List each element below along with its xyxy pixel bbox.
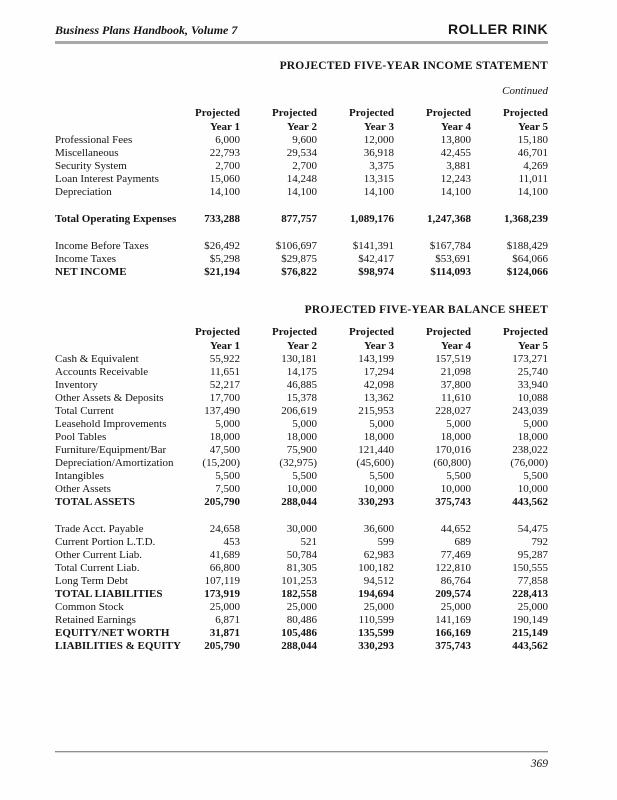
cell-year-2: 521: [300, 536, 317, 548]
column-header-projected: Projected: [503, 107, 548, 119]
cell-year-3: 5,000: [369, 418, 394, 430]
cell-year-5: 15,180: [517, 134, 548, 146]
cell-year-2: 2,700: [292, 160, 317, 172]
table-row: [55, 496, 548, 509]
row-label: Total Current Liab.: [55, 562, 140, 574]
cell-year-1: 7,500: [215, 483, 240, 495]
cell-year-3: $98,974: [358, 266, 394, 278]
cell-year-1: (15,200): [202, 457, 240, 469]
column-header-projected: Projected: [503, 326, 548, 338]
cell-year-3: 12,000: [363, 134, 394, 146]
column-header-year: Year 4: [440, 340, 471, 352]
cell-year-1: 24,658: [209, 523, 240, 535]
column-header: [317, 106, 394, 134]
cell-year-2: 46,885: [286, 379, 317, 391]
cell-year-4: $53,691: [435, 253, 471, 265]
balance-sheet-title: PROJECTED FIVE-YEAR BALANCE SHEET: [304, 304, 548, 316]
cell-year-5: 173,271: [512, 353, 548, 365]
cell-year-5: 11,011: [518, 173, 548, 185]
row-label: Other Assets & Deposits: [55, 392, 164, 404]
row-label: Total Current: [55, 405, 114, 417]
cell-year-3: $42,417: [358, 253, 394, 265]
cell-year-2: 14,100: [286, 186, 317, 198]
cell-year-1: 66,800: [209, 562, 240, 574]
cell-year-5: 46,701: [517, 147, 548, 159]
cell-year-4: 3,881: [446, 160, 471, 172]
cell-year-2: $76,822: [281, 266, 317, 278]
empty-header-cell: [55, 325, 185, 353]
cell-year-4: 77,469: [440, 549, 471, 561]
cell-year-1: $26,492: [204, 240, 240, 252]
cell-year-4: 10,000: [440, 483, 471, 495]
cell-year-4: 375,743: [435, 496, 471, 508]
cell-year-1: 15,060: [209, 173, 240, 185]
cell-year-3: 36,600: [363, 523, 394, 535]
page-footer: [55, 751, 548, 770]
cell-year-2: 288,044: [281, 496, 317, 508]
row-label: Accounts Receivable: [55, 366, 149, 378]
cell-year-5: 443,562: [512, 640, 548, 652]
cell-year-4: 13,800: [440, 134, 471, 146]
cell-year-2: 10,000: [286, 483, 317, 495]
cell-year-5: 5,000: [523, 418, 548, 430]
cell-year-2: 14,248: [286, 173, 317, 185]
cell-year-3: 110,599: [358, 614, 394, 626]
row-label: Retained Earnings: [55, 614, 136, 626]
cell-year-3: 14,100: [363, 186, 394, 198]
row-label: Depreciation/Amortization: [55, 457, 174, 469]
table-row: [55, 226, 548, 253]
page-header: [55, 0, 548, 38]
cell-year-4: 170,016: [435, 444, 471, 456]
cell-year-2: $106,697: [275, 240, 317, 252]
cell-year-2: (32,975): [279, 457, 317, 469]
table-row: [55, 160, 548, 173]
cell-year-5: 33,940: [517, 379, 548, 391]
row-label: Miscellaneous: [55, 147, 119, 159]
cell-year-4: 375,743: [435, 640, 471, 652]
cell-year-2: 80,486: [286, 614, 317, 626]
income-statement-title: PROJECTED FIVE-YEAR INCOME STATEMENT: [279, 60, 548, 72]
cell-year-1: $5,298: [209, 253, 240, 265]
cell-year-4: 157,519: [435, 353, 471, 365]
cell-year-2: 5,500: [292, 470, 317, 482]
row-label: Furniture/Equipment/Bar: [55, 444, 167, 456]
cell-year-3: 194,694: [358, 588, 394, 600]
table-row: [55, 353, 548, 366]
cell-year-1: 2,700: [215, 160, 240, 172]
book-title: Business Plans Handbook, Volume 7: [55, 23, 238, 37]
cell-year-2: 9,600: [292, 134, 317, 146]
row-label: Loan Interest Payments: [55, 173, 159, 185]
cell-year-4: 228,027: [435, 405, 471, 417]
row-label: Professional Fees: [55, 134, 133, 146]
column-header: [394, 325, 471, 353]
cell-year-1: 205,790: [204, 640, 240, 652]
row-label: LIABILITIES & EQUITY: [55, 640, 181, 652]
cell-year-3: 215,953: [358, 405, 394, 417]
cell-year-1: 733,288: [204, 213, 240, 225]
page-number: 369: [530, 758, 548, 770]
column-header: [394, 106, 471, 134]
table-row: [55, 199, 548, 226]
cell-year-1: 31,871: [209, 627, 240, 639]
cell-year-3: 10,000: [363, 483, 394, 495]
table-row: [55, 483, 548, 496]
cell-year-3: 3,375: [369, 160, 394, 172]
cell-year-1: 55,922: [209, 353, 240, 365]
cell-year-2: 81,305: [286, 562, 317, 574]
continued-label: Continued: [502, 85, 548, 97]
cell-year-5: 5,500: [523, 470, 548, 482]
cell-year-4: 209,574: [435, 588, 471, 600]
cell-year-4: 42,455: [440, 147, 471, 159]
cell-year-5: 190,149: [512, 614, 548, 626]
cell-year-1: 18,000: [209, 431, 240, 443]
row-label: NET INCOME: [55, 266, 127, 278]
cell-year-5: $124,066: [506, 266, 548, 278]
cell-year-4: 11,610: [441, 392, 471, 404]
cell-year-2: 14,175: [286, 366, 317, 378]
table-row: [55, 588, 548, 601]
row-label: Inventory: [55, 379, 98, 391]
cell-year-2: 182,558: [281, 588, 317, 600]
row-label: Security System: [55, 160, 127, 172]
cell-year-3: 62,983: [363, 549, 394, 561]
cell-year-2: 5,000: [292, 418, 317, 430]
cell-year-3: 135,599: [358, 627, 394, 639]
cell-year-1: 173,919: [204, 588, 240, 600]
cell-year-5: 228,413: [512, 588, 548, 600]
cell-year-1: 52,217: [209, 379, 240, 391]
cell-year-2: 206,619: [281, 405, 317, 417]
column-header-projected: Projected: [272, 326, 317, 338]
cell-year-5: $64,066: [512, 253, 548, 265]
table-row: [55, 173, 548, 186]
cell-year-1: 22,793: [209, 147, 240, 159]
cell-year-1: 41,689: [209, 549, 240, 561]
cell-year-2: 30,000: [286, 523, 317, 535]
cell-year-1: 11,651: [210, 366, 240, 378]
table-row: [55, 640, 548, 653]
cell-year-1: 6,871: [215, 614, 240, 626]
cell-year-4: $114,093: [430, 266, 471, 278]
page-content: [55, 0, 548, 653]
cell-year-1: $21,194: [204, 266, 240, 278]
cell-year-4: 122,810: [435, 562, 471, 574]
cell-year-3: 36,918: [363, 147, 394, 159]
row-label: Trade Acct. Payable: [55, 523, 144, 535]
cell-year-3: (45,600): [356, 457, 394, 469]
cell-year-3: 13,362: [363, 392, 394, 404]
cell-year-4: 21,098: [440, 366, 471, 378]
column-header-projected: Projected: [426, 326, 471, 338]
cell-year-4: 44,652: [440, 523, 471, 535]
company-name: ROLLER RINK: [447, 21, 548, 37]
cell-year-2: 29,534: [286, 147, 317, 159]
cell-year-4: (60,800): [433, 457, 471, 469]
table-row: [55, 509, 548, 536]
cell-year-5: 77,858: [517, 575, 548, 587]
column-header-year: Year 2: [286, 340, 317, 352]
row-label: Other Assets: [55, 483, 111, 495]
cell-year-3: 121,440: [358, 444, 394, 456]
cell-year-1: 453: [223, 536, 240, 548]
column-header-year: Year 1: [209, 121, 240, 133]
table-row: [55, 253, 548, 266]
cell-year-4: 37,800: [440, 379, 471, 391]
row-label: Pool Tables: [55, 431, 107, 443]
cell-year-5: 95,287: [517, 549, 548, 561]
table-row: [55, 614, 548, 627]
empty-header-cell: [55, 106, 185, 134]
cell-year-4: $167,784: [429, 240, 471, 252]
cell-year-5: 14,100: [517, 186, 548, 198]
cell-year-1: 5,500: [215, 470, 240, 482]
cell-year-5: 54,475: [517, 523, 548, 535]
column-header-year: Year 5: [517, 121, 548, 133]
cell-year-5: 25,740: [517, 366, 548, 378]
cell-year-4: 25,000: [440, 601, 471, 613]
table-row: [55, 266, 548, 279]
table-row: [55, 147, 548, 160]
cell-year-4: 141,169: [435, 614, 471, 626]
cell-year-2: 15,378: [286, 392, 317, 404]
cell-year-4: 166,169: [435, 627, 471, 639]
cell-year-4: 689: [454, 536, 471, 548]
column-header: [471, 325, 548, 353]
cell-year-3: 18,000: [363, 431, 394, 443]
column-header-projected: Projected: [195, 107, 240, 119]
cell-year-2: 75,900: [286, 444, 317, 456]
row-label: Common Stock: [55, 601, 124, 613]
table-row: [55, 562, 548, 575]
cell-year-4: 5,500: [446, 470, 471, 482]
row-label: Income Before Taxes: [55, 240, 149, 252]
table-row: [55, 457, 548, 470]
column-header-year: Year 3: [363, 121, 394, 133]
header-rule: [55, 41, 548, 44]
column-header: [471, 106, 548, 134]
cell-year-2: 130,181: [281, 353, 317, 365]
column-header: [240, 106, 317, 134]
row-label: Other Current Liab.: [55, 549, 143, 561]
cell-year-3: 17,294: [363, 366, 394, 378]
column-header: [185, 325, 240, 353]
cell-year-5: 150,555: [512, 562, 548, 574]
table-row: [55, 575, 548, 588]
cell-year-3: 1,089,176: [350, 213, 394, 225]
row-label: Income Taxes: [55, 253, 117, 265]
row-label: Intangibles: [55, 470, 104, 482]
row-label: Long Term Debt: [55, 575, 128, 587]
cell-year-2: 25,000: [286, 601, 317, 613]
cell-year-1: 205,790: [204, 496, 240, 508]
cell-year-2: 50,784: [286, 549, 317, 561]
cell-year-4: 5,000: [446, 418, 471, 430]
table-row: [55, 431, 548, 444]
cell-year-4: 12,243: [440, 173, 471, 185]
cell-year-5: 443,562: [512, 496, 548, 508]
cell-year-2: $29,875: [281, 253, 317, 265]
cell-year-3: 13,315: [363, 173, 394, 185]
row-label: Depreciation: [55, 186, 112, 198]
cell-year-2: 288,044: [281, 640, 317, 652]
table-row: [55, 601, 548, 614]
column-header: [317, 325, 394, 353]
cell-year-5: 25,000: [517, 601, 548, 613]
cell-year-5: 1,368,239: [504, 213, 548, 225]
footer-rule: [55, 751, 548, 753]
table-row: [55, 418, 548, 431]
cell-year-5: 10,088: [517, 392, 548, 404]
table-row: [55, 186, 548, 199]
row-label: TOTAL LIABILITIES: [55, 588, 163, 600]
cell-year-3: 5,500: [369, 470, 394, 482]
table-row: [55, 405, 548, 418]
cell-year-3: 143,199: [358, 353, 394, 365]
cell-year-5: 238,022: [512, 444, 548, 456]
cell-year-1: 47,500: [209, 444, 240, 456]
column-header-projected: Projected: [349, 326, 394, 338]
table-row: [55, 549, 548, 562]
column-header-year: Year 1: [209, 340, 240, 352]
column-header-projected: Projected: [272, 107, 317, 119]
table-row: [55, 379, 548, 392]
cell-year-4: 14,100: [440, 186, 471, 198]
cell-year-1: 14,100: [209, 186, 240, 198]
cell-year-3: 599: [377, 536, 394, 548]
balance-sheet-table: [55, 325, 548, 653]
table-row: [55, 470, 548, 483]
cell-year-4: 18,000: [440, 431, 471, 443]
row-label: Leasehold Improvements: [55, 418, 167, 430]
table-row: [55, 366, 548, 379]
cell-year-1: 17,700: [209, 392, 240, 404]
cell-year-5: 243,039: [512, 405, 548, 417]
column-header-projected: Projected: [195, 326, 240, 338]
cell-year-3: 330,293: [358, 496, 394, 508]
cell-year-1: 25,000: [209, 601, 240, 613]
column-header-projected: Projected: [349, 107, 394, 119]
table-row: [55, 536, 548, 549]
cell-year-5: 792: [531, 536, 548, 548]
cell-year-1: 6,000: [215, 134, 240, 146]
cell-year-5: 18,000: [517, 431, 548, 443]
cell-year-1: 107,119: [204, 575, 240, 587]
cell-year-5: 10,000: [517, 483, 548, 495]
column-header-year: Year 2: [286, 121, 317, 133]
cell-year-2: 101,253: [281, 575, 317, 587]
column-header-year: Year 3: [363, 340, 394, 352]
cell-year-4: 1,247,368: [427, 213, 471, 225]
cell-year-1: 137,490: [204, 405, 240, 417]
cell-year-4: 86,764: [440, 575, 471, 587]
cell-year-3: 25,000: [363, 601, 394, 613]
cell-year-1: 5,000: [215, 418, 240, 430]
cell-year-5: 215,149: [512, 627, 548, 639]
row-label: Cash & Equivalent: [55, 353, 139, 365]
cell-year-2: 877,757: [281, 213, 317, 225]
cell-year-3: $141,391: [352, 240, 394, 252]
cell-year-2: 105,486: [281, 627, 317, 639]
column-header-row: [55, 106, 548, 134]
cell-year-3: 330,293: [358, 640, 394, 652]
table-row: [55, 627, 548, 640]
cell-year-3: 42,098: [363, 379, 394, 391]
cell-year-3: 94,512: [363, 575, 394, 587]
income-statement-table: [55, 106, 548, 279]
row-label: EQUITY/NET WORTH: [55, 627, 170, 639]
column-header-row: [55, 325, 548, 353]
cell-year-5: $188,429: [506, 240, 548, 252]
row-label: Current Portion L.T.D.: [55, 536, 156, 548]
column-header: [185, 106, 240, 134]
table-row: [55, 392, 548, 405]
cell-year-5: 4,269: [523, 160, 548, 172]
column-header-year: Year 4: [440, 121, 471, 133]
cell-year-5: (76,000): [510, 457, 548, 469]
table-row: [55, 134, 548, 147]
row-label: Total Operating Expenses: [55, 213, 177, 225]
row-label: TOTAL ASSETS: [55, 496, 136, 508]
table-row: [55, 444, 548, 457]
column-header-year: Year 5: [517, 340, 548, 352]
cell-year-3: 100,182: [358, 562, 394, 574]
column-header: [240, 325, 317, 353]
column-header-projected: Projected: [426, 107, 471, 119]
cell-year-2: 18,000: [286, 431, 317, 443]
